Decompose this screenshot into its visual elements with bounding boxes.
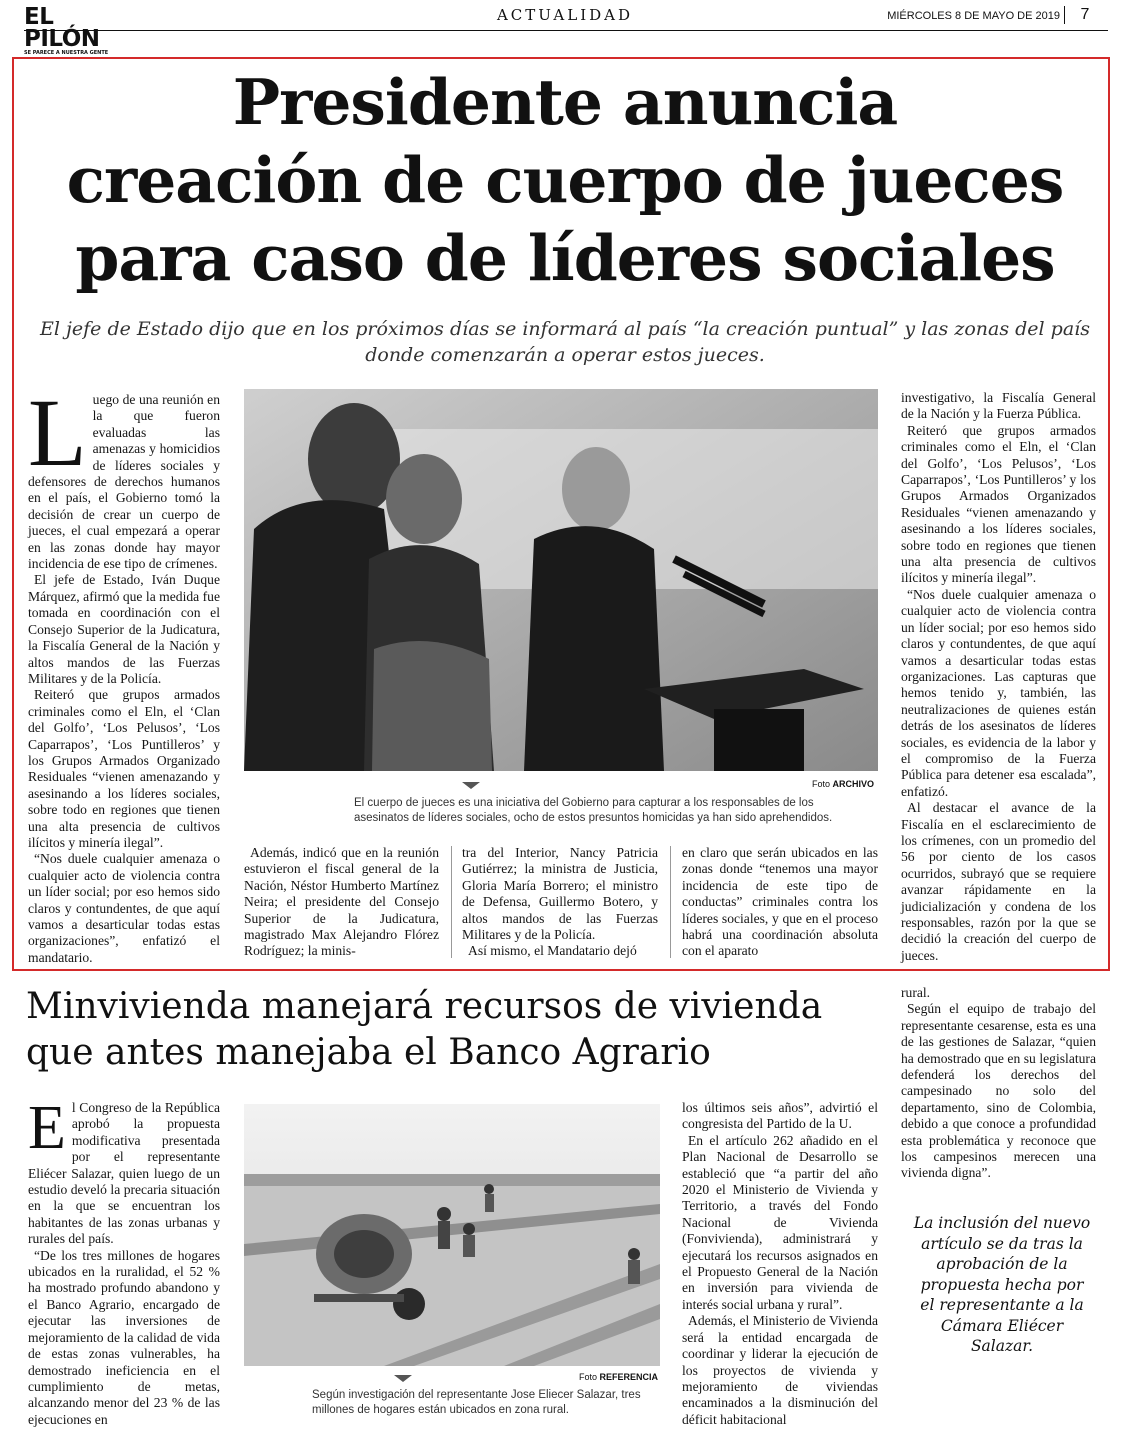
- brand-tagline: SE PARECE A NUESTRA GENTE: [24, 50, 109, 56]
- article1-column-4: [682, 845, 878, 960]
- paragraph: “Nos duele cualquier amenaza o cualquier acto de violencia contra un líder social; por eso hemos sido claros y contundentes, de que aquí vamos a desarticular todas estas organizaciones”, enfatizó el mandatario.: [28, 851, 220, 965]
- photo-credit-source: ARCHIVO: [832, 779, 874, 789]
- paragraph: “Nos duele cualquier amenaza o cualquier acto de violencia contra un líder social; por eso hemos sido claros y contundentes, de que aquí vamos a desarticular todas estas organizaciones. Las capturas que hemos tenido y, también, las neutralizaciones de quienes están detrás de los asesinatos de líderes sociales, es evidencia de la labor y el compromiso de la Fuerza Pública para detener esa escalada”, enfatizó.: [901, 586, 1096, 799]
- article1-headline: [60, 63, 1070, 297]
- paragraph: Así mismo, el Mandatario dejó: [468, 943, 637, 959]
- article1-deck: El jefe de Estado dijo que en los próximos días se informará al país “la creación puntual” y las zonas del país donde comenzarán a operar estos jueces.: [40, 318, 1090, 366]
- paragraph: investigativo, la Fiscalía General de la Nación y la Fuerza Pública.: [901, 390, 1096, 422]
- article1-column-3: [462, 845, 658, 960]
- paragraph: El jefe de Estado, Iván Duque Márquez, afirmó que la medida fue tomada en coordinación con el Consejo Superior de la Judicatura, la Fiscalía General de la Nación y altos mandos de las Fuerzas Militares y de la Policía.: [28, 572, 220, 686]
- article2-column-3: [901, 985, 1096, 1182]
- paragraph: Al destacar el avance de la Fiscalía en el esclarecimiento de los crímenes, con un promedio del 56 por ciento de los casos ocurridos, subrayó que se requiere avanzar rápidamente en la judicialización y condena de los responsables, razón por la que se decidió la creación del cuerpo de jueces.: [901, 800, 1096, 963]
- headline-line: que antes manejaba el Banco Agrario: [26, 1032, 711, 1073]
- press-conference-image: [244, 389, 878, 771]
- photo-credit: [744, 779, 874, 789]
- headline-line: para caso de líderes sociales: [75, 221, 1055, 295]
- caption-pointer-icon: [394, 1375, 412, 1382]
- paragraph: “De los tres millones de hogares ubicados en la ruralidad, el 52 % ha mostrado profundo abandono y el Banco Agrario, encargado de ejecutar las inversiones de mejoramiento de la calidad de vida de estas zonas vulnerables, ha demostrado ineficiencia en el cumplimiento de metas, alcanzando menor del 23 % de las ejecuciones en: [28, 1247, 220, 1427]
- brand-name: EL PILÓN: [24, 4, 100, 52]
- paragraph: En el artículo 262 añadido en el Plan Nacional de Desarrollo se estableció que “a partir del año 2020 el Ministerio de Vivienda y Territorio, a través del Fondo Nacional de Vivienda (Fonvivienda), administrará y ejecutará los recursos asignados en el Propuesto General de la Nación en inversión para vivienda de interés social urbana y rural”.: [682, 1132, 878, 1312]
- paragraph: Además, indicó que en la reunión estuvieron el fiscal general de la Nación, Néstor Humberto Martínez Neira; el presidente del Consejo Superior de la Judicatura, magistrado Max Alejandro Flórez Rodríguez; la minis-: [244, 845, 439, 959]
- headline-line: Minvivienda manejará recursos de vivienda: [26, 986, 823, 1027]
- article2-column-1: [28, 1094, 220, 1428]
- article2-photo: [244, 1104, 660, 1366]
- paragraph: uego de una reunión en la que fueron evaluadas las amenazas y homicidios de líderes sociales y defensores de derechos humanos en el país, el Gobierno tomó la decisión de crear un cuerpo de jueces, el cual empezará a operar en las zonas donde hay mayor incidencia de ese tipo de crímenes.: [28, 392, 220, 572]
- headline-line: creación de cuerpo de jueces: [66, 143, 1064, 217]
- paragraph: Según el equipo de trabajo del representante cesarense, esta es una de las gestiones de Salazar, “quien ha demostrado que en su legislatura defenderá los derechos del campesinado no solo del departamento, sino de Colombia, debido a que conoce a profundidad esta problemática y reconoce que los campesinos merecen una vivienda digna”.: [901, 1001, 1096, 1181]
- article1-column-1: [28, 379, 220, 966]
- paragraph: Además, el Ministerio de Vivienda será la entidad encargada de coordinar y liderar la ejecución de los proyectos de vivienda y mejoramiento de viviendas encaminados a la disminución del déficit habitacional: [682, 1313, 878, 1427]
- photo-caption: El cuerpo de jueces es una iniciativa del Gobierno para capturar a los responsables de los asesinatos de líderes sociales, ocho de estos presuntos homicidas ya han sido aprehendidos.: [354, 797, 833, 824]
- photo-credit-prefix: Foto: [578, 1372, 597, 1382]
- masthead-logo: [24, 6, 134, 56]
- column-rule: [670, 846, 671, 958]
- paragraph: los últimos seis años”, advirtió el congresista del Partido de la U.: [682, 1100, 878, 1132]
- photo-credit: [540, 1372, 658, 1382]
- page-number: 7: [1064, 6, 1105, 24]
- article1-column-5: [901, 390, 1096, 964]
- paragraph: en claro que serán ubicados en las zonas donde “tenemos una mayor incidencia de este tipo de conductas” criminales contra los líderes sociales, y que en el proceso habrá una coordinación absoluta con el aparato: [682, 845, 878, 959]
- drop-cap: E: [28, 1094, 66, 1162]
- paragraph: tra del Interior, Nancy Patricia Gutiérrez; la ministra de Justicia, Gloria María Borrero; el ministro de Defensa, Guillermo Botero, y altos mandos de las Fuerzas Militares y de la Policía.: [462, 845, 658, 943]
- drop-cap: L: [28, 379, 87, 486]
- paragraph: l Congreso de la República aprobó la propuesta modificativa presentada por el representante Eliécer Salazar, quien luego de un estudio develó la precaria situación en la que se encuentran los habitantes de las zonas urbanas y rurales del país.: [28, 1100, 220, 1247]
- paragraph: Reiteró que grupos armados criminales como el Eln, el ‘Clan del Golfo’, ‘Los Pelusos’, ‘Los Caparrapos’, ‘Los Puntilleros’ y los Grupos Armados Organizado Residuales “vienen amenazando y asesinando a los líderes sociales, sobre todo en regiones que tienen una alta presencia de cultivos ilícitos y minería ilegal”.: [28, 687, 220, 850]
- column-rule: [451, 846, 452, 958]
- caption-pointer-icon: [462, 782, 480, 789]
- article1-photo: [244, 389, 878, 771]
- paragraph: rural.: [901, 985, 931, 1000]
- issue-date: MIÉRCOLES 8 DE MAYO DE 2019: [887, 10, 1060, 22]
- pull-quote: La inclusión del nuevo artículo se da tras la aprobación de la propuesta hecha por el representante a la Cámara Eliécer Salazar.: [913, 1214, 1091, 1355]
- article2-headline: [26, 984, 886, 1076]
- photo-caption: Según investigación del representante Jose Eliecer Salazar, tres millones de hogares están ubicados en zona rural.: [312, 1389, 641, 1416]
- paragraph: Reiteró que grupos armados criminales como el Eln, el ‘Clan del Golfo’, ‘Los Pelusos’, ‘Los Caparrapos’, ‘Los Puntilleros’ y los Grupos Armados Organizados Residuales “vienen amenazando y asesinando a los líderes sociales, sobre todo en regiones que tienen una alta presencia de cultivos ilícitos y minería ilegal”.: [901, 422, 1096, 586]
- headline-line: Presidente anuncia: [232, 65, 898, 139]
- header-rule: [24, 30, 1108, 31]
- article2-column-2: [682, 1100, 878, 1428]
- photo-credit-source: REFERENCIA: [599, 1372, 658, 1382]
- construction-site-image: [244, 1104, 660, 1366]
- section-title: ACTUALIDAD: [496, 6, 634, 24]
- article1-column-2: [244, 845, 439, 960]
- photo-credit-prefix: Foto: [811, 779, 830, 789]
